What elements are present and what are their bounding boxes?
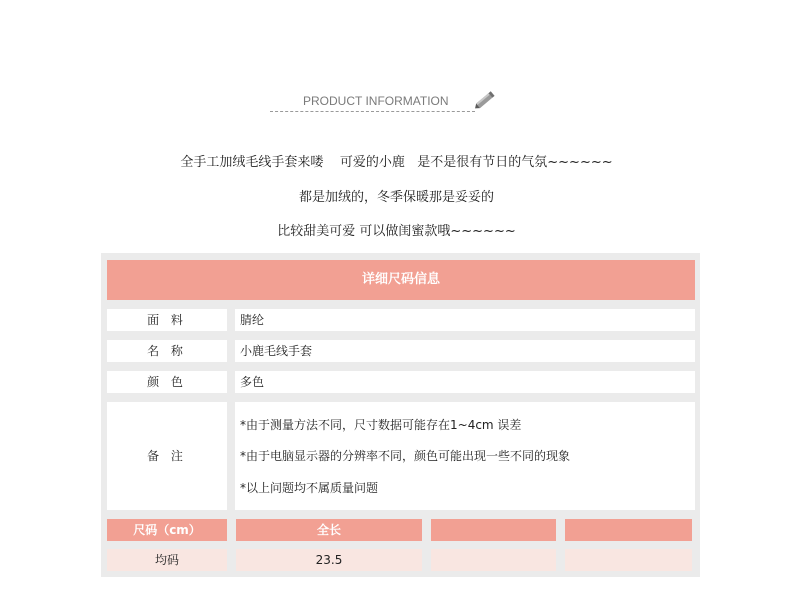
section-title: PRODUCT INFORMATION (303, 94, 449, 108)
intro-line-1: 全手工加绒毛线手套来喽 可爱的小鹿 是不是很有节日的气氛~~~~~~ (180, 155, 613, 170)
size-cell-size: 均码 (107, 549, 227, 571)
row-label-name: 名 称 (107, 340, 227, 362)
intro-line-2: 都是加绒的，冬季保暖那是妥妥的 (298, 190, 494, 205)
size-info-panel (101, 253, 700, 577)
size-header-length: 全长 (236, 519, 422, 541)
size-header-empty-1 (431, 519, 556, 541)
row-label-notes: 备 注 (107, 402, 227, 510)
size-header-empty-2 (565, 519, 692, 541)
row-value-notes (235, 402, 695, 510)
row-value-fabric: 腈纶 (235, 309, 695, 331)
size-cell-empty-1 (431, 549, 556, 571)
panel-title: 详细尺码信息 (107, 260, 695, 300)
size-cell-length: 23.5 (236, 549, 422, 571)
row-label-color: 颜 色 (107, 371, 227, 393)
size-header-size: 尺码（cm） (107, 519, 227, 541)
row-label-fabric: 面 料 (107, 309, 227, 331)
note-item: *由于电脑显示器的分辨率不同，颜色可能出现一些不同的现象 (240, 449, 571, 463)
dashed-underline (270, 111, 475, 112)
product-information-header (0, 88, 793, 118)
pencil-icon (472, 88, 498, 112)
intro-line-3: 比较甜美可爱 可以做闺蜜款哦~~~~~~ (277, 224, 516, 239)
size-cell-empty-2 (565, 549, 692, 571)
note-item: *以上问题均不属质量问题 (240, 481, 379, 495)
row-value-color: 多色 (235, 371, 695, 393)
note-item: *由于测量方法不同，尺寸数据可能存在1~4cm 误差 (240, 418, 522, 432)
row-value-name: 小鹿毛线手套 (235, 340, 695, 362)
